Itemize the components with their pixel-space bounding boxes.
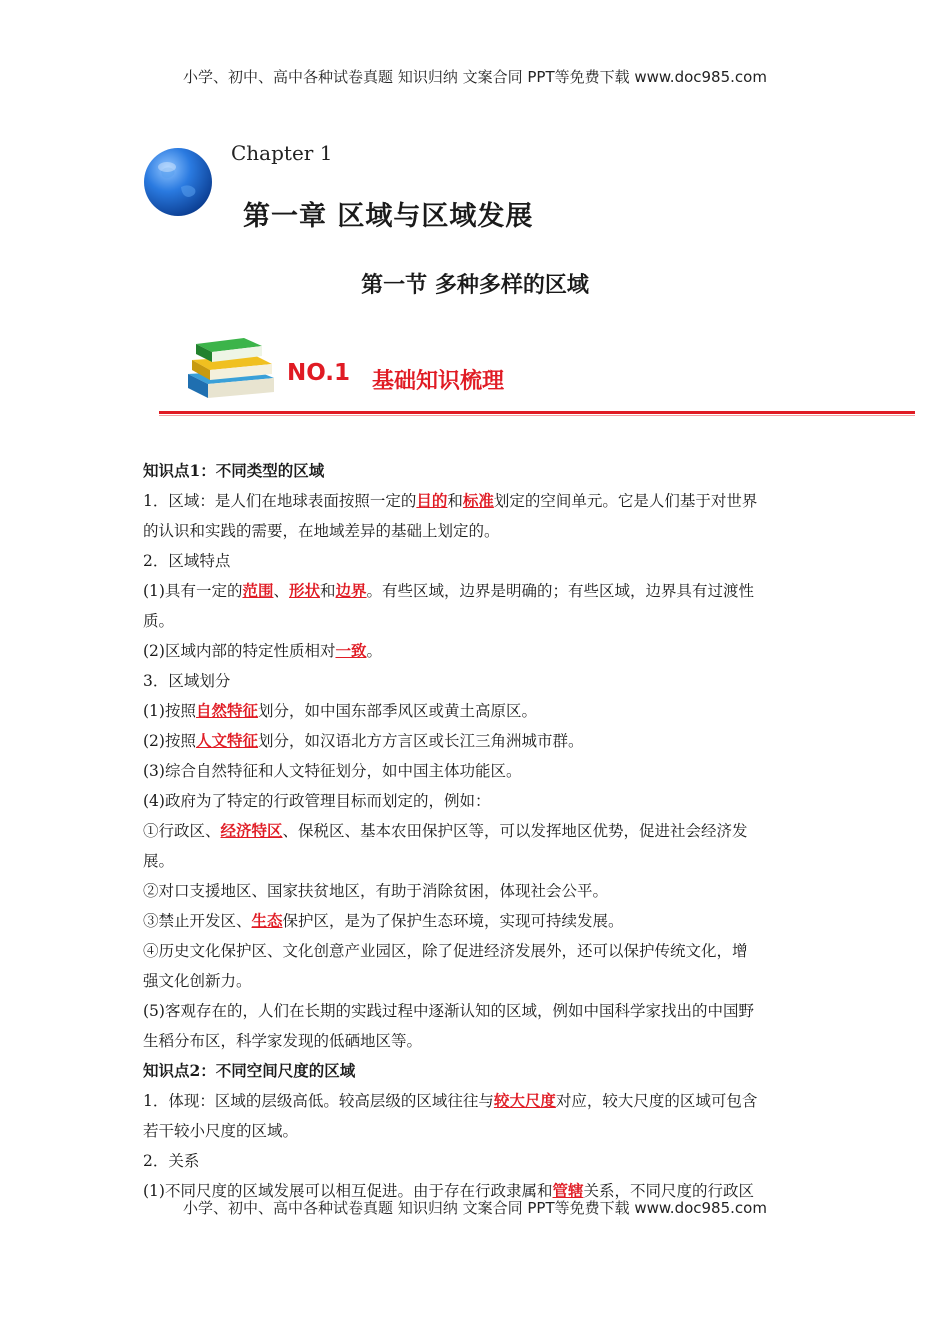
highlighted-term: 较大尺度	[493, 1091, 556, 1110]
body-line	[143, 906, 808, 936]
highlighted-term: 自然特征	[195, 701, 258, 720]
body-line	[143, 666, 808, 696]
text-run: (1)按照	[143, 702, 196, 720]
text-run: ①行政区、	[143, 822, 221, 840]
text-run: 和	[447, 492, 463, 510]
body-line	[143, 1026, 808, 1056]
highlighted-term: 范围	[242, 581, 274, 600]
body-line	[143, 516, 808, 546]
text-run: (3)综合自然特征和人文特征划分，如中国主体功能区。	[143, 762, 522, 780]
text-run: 若干较小尺度的区域。	[143, 1122, 299, 1140]
text-run: 生稻分布区，科学家发现的低硒地区等。	[143, 1032, 423, 1050]
text-run: ④历史文化保护区、文化创意产业园区，除了促进经济发展外，还可以保护传统文化，增	[143, 942, 748, 960]
highlighted-term: 边界	[335, 581, 367, 600]
text-run: 、保税区、基本农田保护区等，可以发挥地区优势，促进社会经济发	[282, 822, 748, 840]
knowledge-point-heading	[143, 1056, 808, 1086]
highlighted-term: 标准	[462, 491, 494, 510]
text-run: (5)客观存在的，人们在长期的实践过程中逐渐认知的区域，例如中国科学家找出的中国野	[143, 1002, 754, 1020]
text-run: ③禁止开发区、	[143, 912, 252, 930]
text-run: 1．体现：区域的层级高低。较高层级的区域往往与	[143, 1092, 494, 1110]
body-line	[143, 576, 808, 606]
document-body	[143, 456, 808, 1206]
body-line	[143, 876, 808, 906]
body-line	[143, 636, 808, 666]
body-line	[143, 1116, 808, 1146]
highlighted-term: 目的	[416, 491, 448, 510]
body-line	[143, 996, 808, 1026]
body-line	[143, 486, 808, 516]
text-run: (2)按照	[143, 732, 196, 750]
text-run: 和	[320, 582, 336, 600]
knowledge-point-heading	[143, 456, 808, 486]
body-line	[143, 1146, 808, 1176]
text-run: (1)具有一定的	[143, 582, 243, 600]
text-run: 强文化创新力。	[143, 972, 252, 990]
text-run: 的认识和实践的需要，在地域差异的基础上划定的。	[143, 522, 500, 540]
text-run: 划分，如中国东部季风区或黄土高原区。	[257, 702, 537, 720]
highlighted-term: 生态	[251, 911, 283, 930]
body-line	[143, 936, 808, 966]
text-run: 1．区域：是人们在地球表面按照一定的	[143, 492, 417, 510]
text-run: ②对口支援地区、国家扶贫地区，有助于消除贫困，体现社会公平。	[143, 882, 609, 900]
text-run: 对应，较大尺度的区域可包含	[555, 1092, 758, 1110]
text-run: 展。	[143, 852, 175, 870]
highlighted-term: 人文特征	[195, 731, 258, 750]
highlighted-term: 一致	[335, 641, 367, 660]
body-line	[143, 756, 808, 786]
body-line	[143, 816, 808, 846]
text-run: (4)政府为了特定的行政管理目标而划定的，例如：	[143, 792, 491, 810]
text-run: 2．关系	[143, 1152, 200, 1170]
text-run: 划定的空间单元。它是人们基于对世界	[493, 492, 758, 510]
text-run: 质。	[143, 612, 175, 630]
section-divider	[159, 411, 915, 414]
chapter-title: 第一章 区域与区域发展	[243, 201, 534, 232]
highlighted-term: 形状	[289, 581, 321, 600]
text-run: 。	[366, 642, 382, 660]
banner-number: NO.1	[287, 360, 351, 386]
text-run: 保护区，是为了保护生态环境，实现可持续发展。	[282, 912, 624, 930]
text-run: 知识点1：不同类型的区域	[143, 461, 325, 480]
text-run: (2)区域内部的特定性质相对	[143, 642, 336, 660]
text-run: 3．区域划分	[143, 672, 231, 690]
body-line	[143, 1086, 808, 1116]
body-line	[143, 696, 808, 726]
text-run: 、	[273, 582, 289, 600]
globe-icon	[143, 147, 213, 217]
page-header: 小学、初中、高中各种试卷真题 知识归纳 文案合同 PPT等免费下载 www.doc985.com	[183, 68, 767, 86]
body-line	[143, 606, 808, 636]
section-title: 第一节 多种多样的区域	[361, 273, 589, 298]
text-run: 知识点2：不同空间尺度的区域	[143, 1061, 356, 1080]
books-icon	[182, 330, 278, 400]
body-line	[143, 546, 808, 576]
text-run: 。有些区域，边界是明确的；有些区域，边界具有过渡性	[366, 582, 755, 600]
highlighted-term: 管辖	[552, 1181, 584, 1200]
text-run: (1)不同尺度的区域发展可以相互促进。由于存在行政隶属和	[143, 1182, 553, 1200]
body-line	[143, 846, 808, 876]
page-footer: 小学、初中、高中各种试卷真题 知识归纳 文案合同 PPT等免费下载 www.doc985.com	[183, 1199, 767, 1217]
highlighted-term: 经济特区	[220, 821, 283, 840]
banner-title: 基础知识梳理	[372, 368, 505, 394]
text-run: 划分，如汉语北方方言区或长江三角洲城市群。	[257, 732, 584, 750]
text-run: 关系，不同尺度的行政区	[583, 1182, 754, 1200]
text-run: 2．区域特点	[143, 552, 231, 570]
body-line	[143, 726, 808, 756]
body-line	[143, 966, 808, 996]
chapter-label: Chapter 1	[231, 141, 333, 165]
section-divider-shadow	[159, 415, 915, 416]
body-line	[143, 786, 808, 816]
